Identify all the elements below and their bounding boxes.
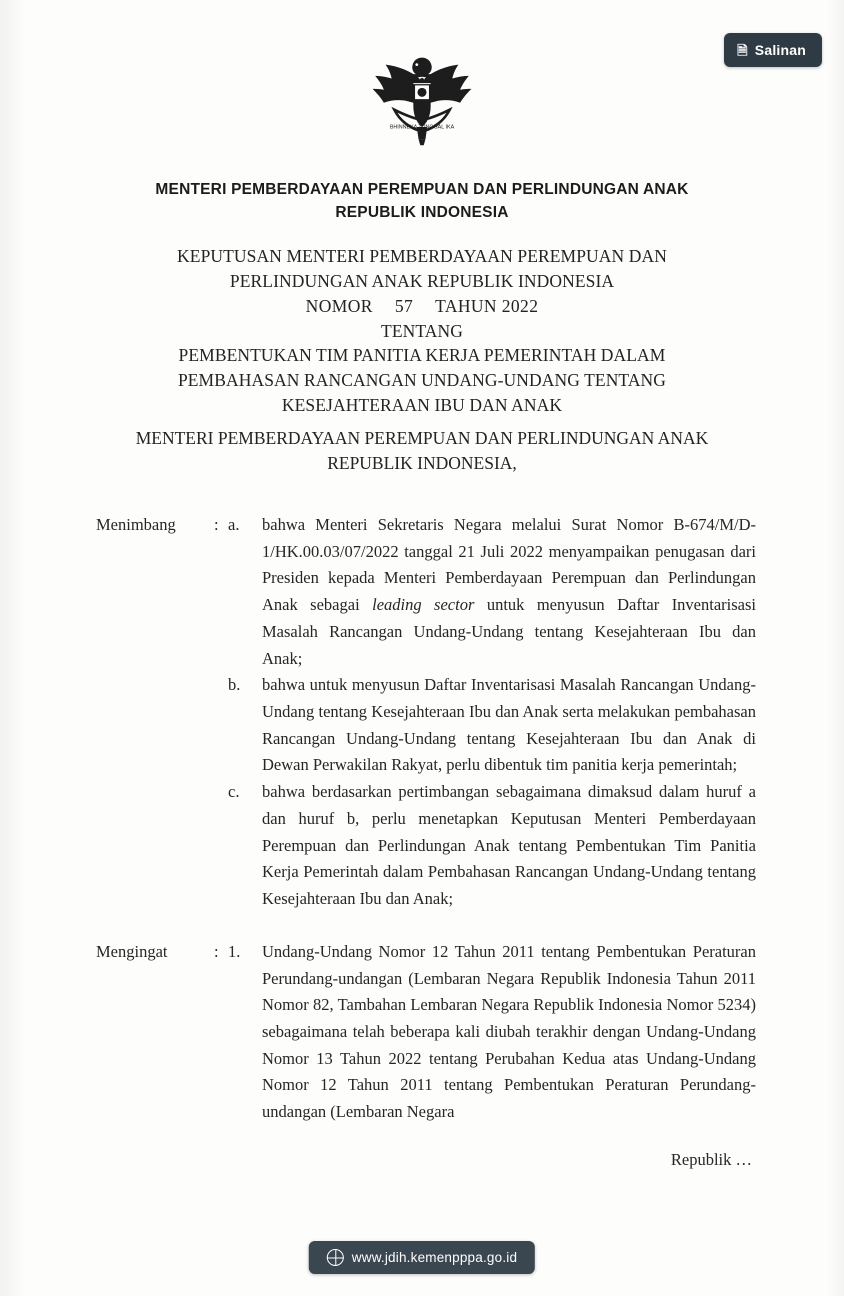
menimbang-marker-b: b. <box>228 675 241 695</box>
clause-menimbang-c <box>96 779 756 913</box>
menimbang-text-a <box>262 512 756 672</box>
tahun-label: TAHUN 2022 <box>435 295 539 316</box>
clause-mengingat-1 <box>96 939 756 1126</box>
page-continuation-text: Republik … <box>670 1149 752 1169</box>
ministry-heading <box>0 178 844 225</box>
menimbang-marker-c: c. <box>228 782 240 802</box>
menimbang-text-b: bahwa untuk menyusun Daftar Inventarisasi Masalah Rancangan Undang-Undang tentang Kesejahteraan Ibu dan Anak serta melakukan pembahasan Rancangan Undang-Undang tentang Kesejahteraan Ibu dan Anak di Dewan Perwakilan Rakyat, perlu dibentuk tim panitia kerja pemerintah; <box>262 675 756 775</box>
svg-text:BHINNEKA TUNGGAL IKA: BHINNEKA TUNGGAL IKA <box>389 124 455 131</box>
tentang-label: TENTANG <box>381 320 463 341</box>
nomor-value: 57 <box>394 295 414 316</box>
nomor-label: NOMOR <box>305 295 373 316</box>
mengingat-label: Mengingat <box>96 941 168 961</box>
garuda-pancasila-emblem <box>370 52 474 150</box>
preamble-line-2: REPUBLIK INDONESIA, <box>327 453 517 474</box>
copy-icon: 🗎 <box>737 42 748 58</box>
document-title-block <box>0 244 844 418</box>
clause-menimbang-b <box>96 672 756 779</box>
subject-line-2: PEMBAHASAN RANCANGAN UNDANG-UNDANG TENTANG <box>177 370 667 391</box>
menimbang-a-italic: leading sector <box>372 595 475 615</box>
subject-line-3: KESEJAHTERAAN IBU DAN ANAK <box>281 395 563 416</box>
preamble-block <box>0 426 844 477</box>
jdih-url-label: www.jdih.kemenpppa.go.id <box>351 1250 518 1265</box>
clause-menimbang-a <box>96 512 756 672</box>
menimbang-label: Menimbang <box>96 515 176 534</box>
menimbang-text-c: bahwa berdasarkan pertimbangan sebagaimana dimaksud dalam huruf a dan huruf b, perlu menetapkan Keputusan Menteri Pemberdayaan Perempuan dan Perlindungan Anak tentang Pembentukan Tim Panitia Kerja Pemerintah dalam Pembahasan Rancangan Undang-Undang tentang Kesejahteraan Ibu dan Anak; <box>262 782 756 909</box>
menimbang-marker-a: a. <box>228 515 240 534</box>
mengingat-text-1: Undang-Undang Nomor 12 Tahun 2011 tentang Pembentukan Peraturan Perundang-undangan (Lembaran Negara Republik Indonesia Tahun 2011 Nomor 82, Tambahan Lembaran Negara Republik Indonesia Nomor 5234) sebagaimana telah beberapa kali diubah terakhir dengan Undang-Undang Nomor 13 Tahun 2022 tentang Perubahan Kedua atas Undang-Undang Nomor 12 Tahun 2011 tentang Pembentukan Peraturan Perundang-undangan (Lembaran Negara <box>262 941 756 1122</box>
mengingat-marker-1: 1. <box>228 941 241 961</box>
preamble-line-1: MENTERI PEMBERDAYAAN PEREMPUAN DAN PERLINDUNGAN ANAK <box>135 428 709 448</box>
document-number-line <box>0 294 844 319</box>
mengingat-colon: : <box>214 941 219 961</box>
document-body <box>96 512 756 1170</box>
menimbang-a-part-1: bahwa Menteri Sekretaris Negara melalui Surat Nomor B-674/M/D-1/HK.00.03/07/2022 tanggal 21 Juli 2022 menyampaikan penugasan dari Presiden kepada Menteri Pemberdayaan Perempuan dan Perlindungan Anak sebagai <box>262 515 756 615</box>
ministry-heading-line-1: MENTERI PEMBERDAYAAN PEREMPUAN DAN PERLINDUNGAN ANAK <box>155 181 689 198</box>
menimbang-a-part-2: untuk menyusun Daftar Inventarisasi Masalah Rancangan Undang-Undang tentang Kesejahteraan Ibu dan Anak; <box>262 595 756 668</box>
globe-icon <box>327 1249 344 1266</box>
emblem-container <box>0 52 844 155</box>
jdih-url-chip[interactable] <box>309 1241 535 1274</box>
ministry-heading-line-2: REPUBLIK INDONESIA <box>335 204 509 222</box>
title-line-1: KEPUTUSAN MENTERI PEMBERDAYAAN PEREMPUAN DAN <box>177 246 667 266</box>
menimbang-colon: : <box>214 515 219 534</box>
title-line-2: PERLINDUNGAN ANAK REPUBLIK INDONESIA <box>229 270 615 291</box>
salinan-badge-label: Salinan <box>754 42 806 58</box>
subject-line-1: PEMBENTUKAN TIM PANITIA KERJA PEMERINTAH DALAM <box>178 345 666 366</box>
